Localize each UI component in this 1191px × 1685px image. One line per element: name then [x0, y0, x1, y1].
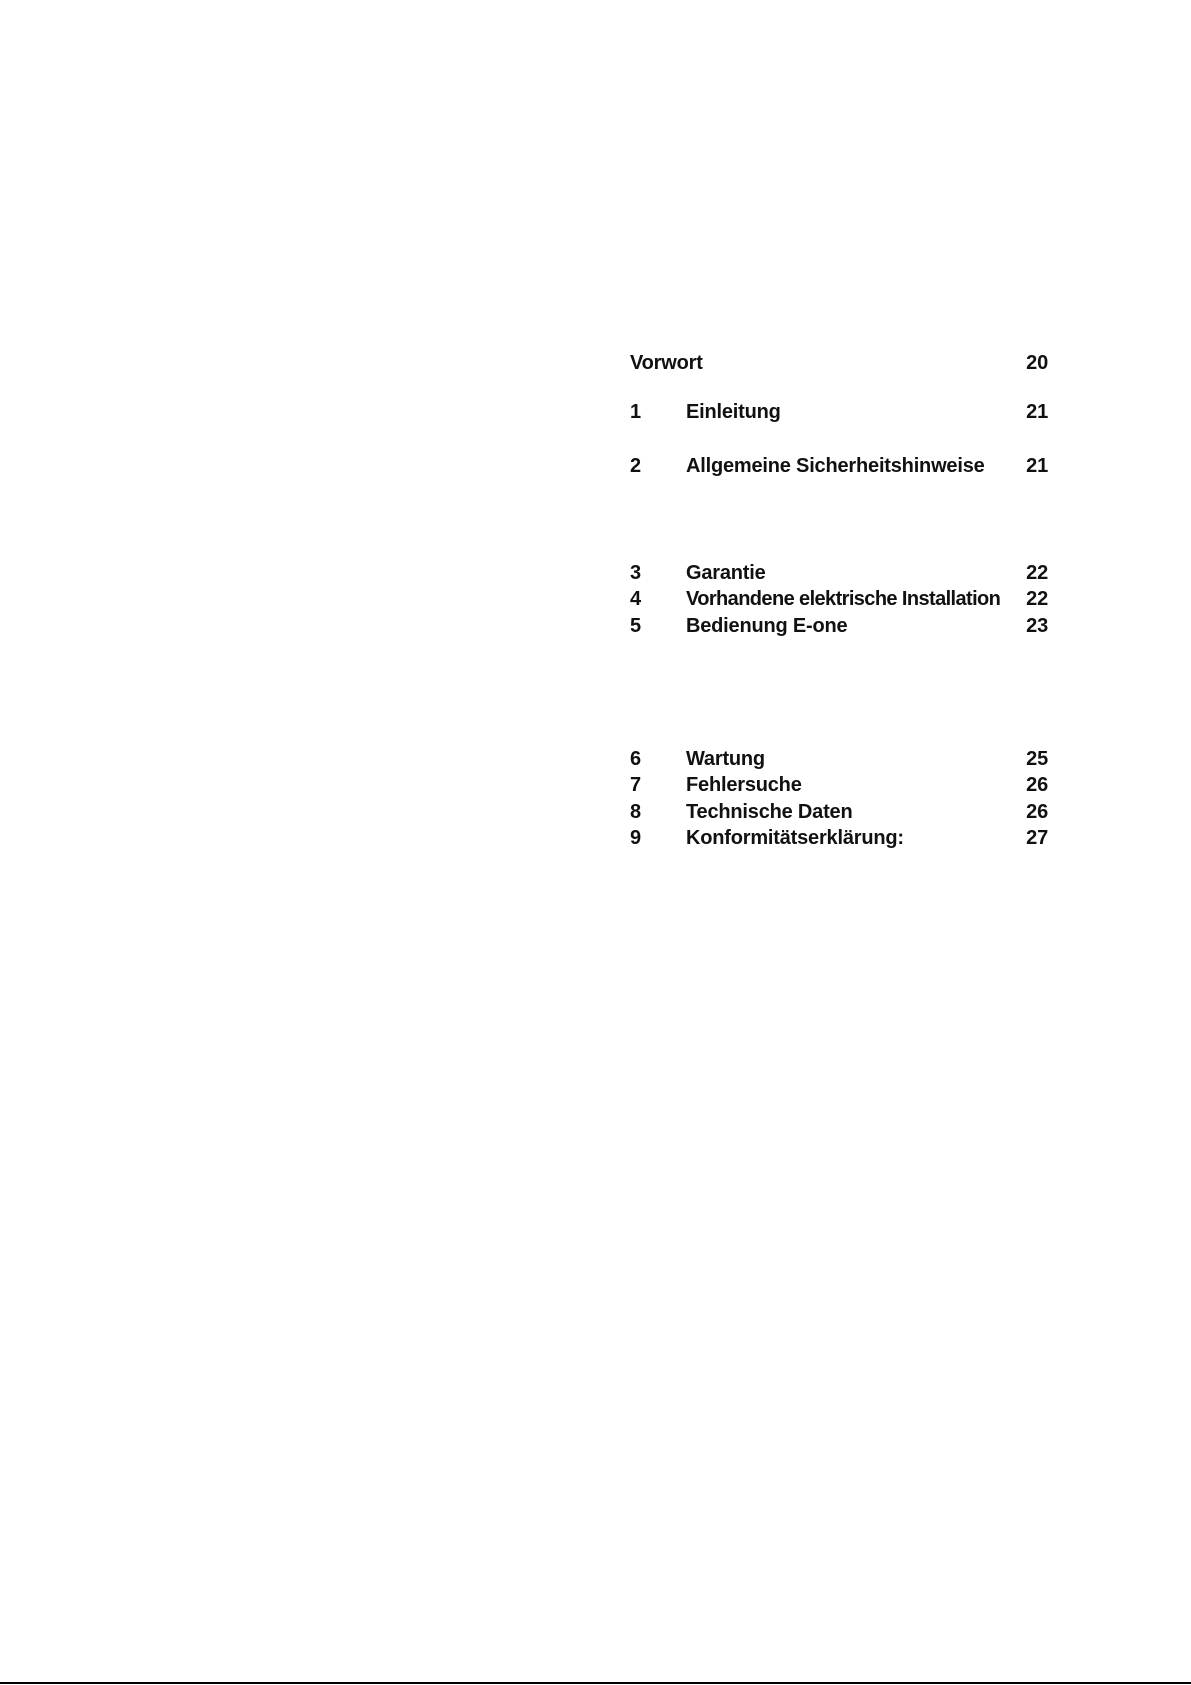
- toc-section-number: 6: [630, 748, 641, 770]
- toc-page-number: 26: [1026, 801, 1048, 823]
- toc-section-number: 3: [630, 562, 641, 584]
- toc-section-number: 9: [630, 827, 641, 849]
- toc-entry-foreword[interactable]: [630, 349, 1048, 377]
- toc-section-number: 4: [630, 588, 641, 610]
- toc-title: Bedienung E-one: [686, 615, 848, 637]
- toc-entry-5[interactable]: [630, 612, 1048, 640]
- toc-entry-8[interactable]: [630, 798, 1048, 826]
- toc-page-number: 25: [1026, 748, 1048, 770]
- toc-entry-6[interactable]: [630, 745, 1048, 773]
- toc-page-number: 22: [1026, 588, 1048, 610]
- toc-title: Vorhandene elektrische Installation: [686, 588, 1001, 610]
- toc-page-number: 23: [1026, 615, 1048, 637]
- toc-page-number: 21: [1026, 401, 1048, 423]
- toc-page-number: 21: [1026, 455, 1048, 477]
- toc-section-number: 7: [630, 774, 641, 796]
- toc-entry-4[interactable]: [630, 585, 1048, 613]
- toc-title: Fehlersuche: [686, 774, 802, 796]
- toc-page-number: 20: [1026, 352, 1048, 374]
- toc-entry-3[interactable]: [630, 559, 1048, 587]
- toc-entry-9[interactable]: [630, 824, 1048, 852]
- toc-title: Allgemeine Sicherheitshinweise: [686, 455, 985, 477]
- toc-title: Wartung: [686, 748, 765, 770]
- toc-entry-2[interactable]: [630, 452, 1048, 480]
- toc-title: Vorwort: [630, 352, 703, 374]
- toc-title: Einleitung: [686, 401, 781, 423]
- toc-section-number: 1: [630, 401, 641, 423]
- toc-entry-7[interactable]: [630, 771, 1048, 799]
- toc-entry-1[interactable]: [630, 398, 1048, 426]
- toc-page-number: 22: [1026, 562, 1048, 584]
- toc-section-number: 8: [630, 801, 641, 823]
- toc-section-number: 2: [630, 455, 641, 477]
- toc-section-number: 5: [630, 615, 641, 637]
- toc-page-number: 26: [1026, 774, 1048, 796]
- toc-title: Konformitätserklärung:: [686, 827, 904, 849]
- toc-page-number: 27: [1026, 827, 1048, 849]
- toc-title: Garantie: [686, 562, 766, 584]
- bottom-rule: [0, 1682, 1191, 1684]
- toc-title: Technische Daten: [686, 801, 853, 823]
